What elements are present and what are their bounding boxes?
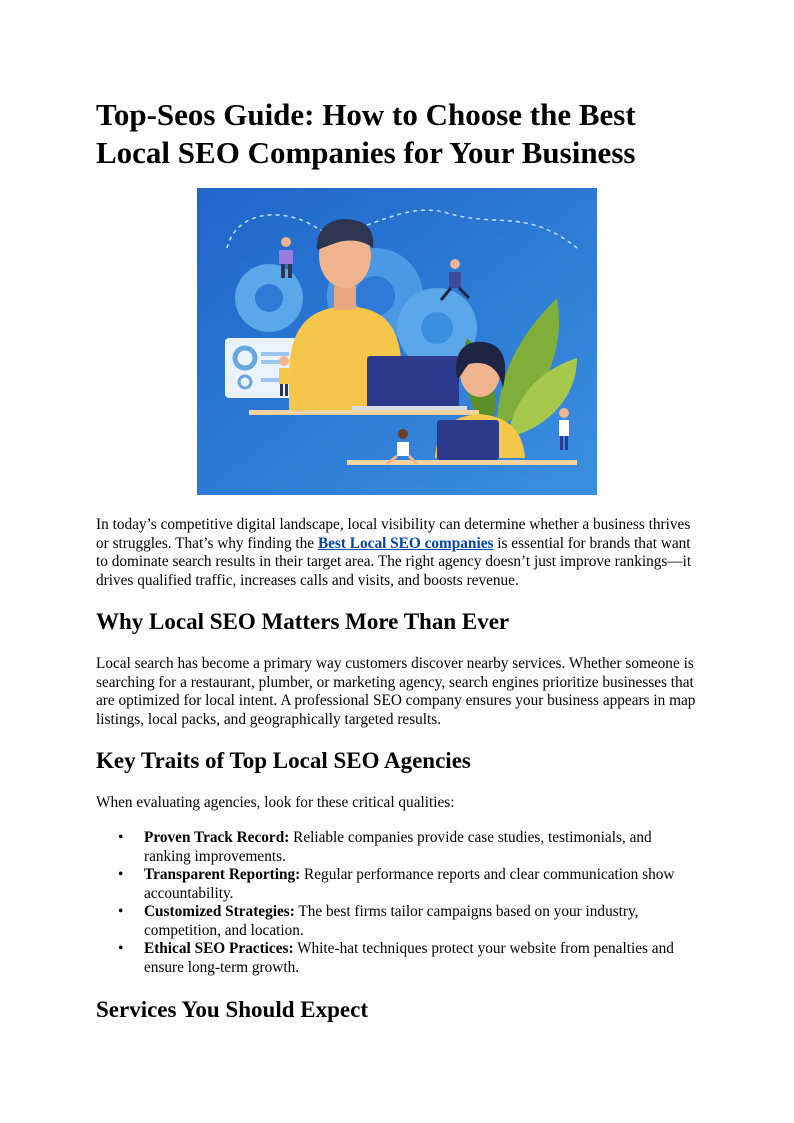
list-item-label: Customized Strategies:: [144, 903, 295, 920]
laptop-screen: [367, 356, 459, 408]
list-item-label: Transparent Reporting:: [144, 866, 301, 883]
list-item-label: Proven Track Record:: [144, 829, 290, 846]
intro-paragraph: [96, 516, 706, 590]
desk-shelf: [347, 460, 577, 465]
page-title: Top-Seos Guide: How to Choose the Best Local SEO Companies for Your Business: [96, 97, 636, 170]
list-item: [96, 866, 696, 903]
section-heading-why-local-seo: Why Local SEO Matters More Than Ever: [96, 609, 510, 634]
list-item-text: Reliable companies provide case studies, testimonials, and ranking improvements.: [144, 829, 652, 865]
list-item-text: Regular performance reports and clear communication show accountability.: [144, 866, 675, 902]
key-traits-list: [96, 829, 696, 977]
list-item: [96, 829, 696, 866]
best-local-seo-link[interactable]: Best Local SEO companies: [317, 534, 494, 552]
list-item-text: White-hat techniques protect your website from penalties and ensure long-term growth.: [144, 940, 674, 976]
section-heading-services: Services You Should Expect: [96, 997, 368, 1022]
list-item: [96, 903, 696, 940]
list-item-label: Ethical SEO Practices:: [144, 940, 294, 957]
hero-illustration: [197, 188, 597, 495]
intro-text-end: is essential for brands that want to dominate search results in their target area. The right agency doesn’t just improve rankings—it drives qualified traffic, increases calls and visits, and boosts revenue.: [96, 534, 692, 589]
list-item: [96, 940, 696, 977]
intro-text-start: In today’s competitive digital landscape, local visibility can determine whether a business thrives or struggles. That’s why finding the: [96, 516, 691, 552]
list-item-text: The best firms tailor campaigns based on your industry, competition, and location.: [144, 903, 639, 939]
desk-shelf: [249, 410, 479, 415]
key-traits-lead: When evaluating agencies, look for these critical qualities:: [96, 794, 455, 811]
section-heading-key-traits: Key Traits of Top Local SEO Agencies: [96, 748, 471, 773]
laptop-screen: [437, 420, 499, 460]
why-local-seo-paragraph: Local search has become a primary way customers discover nearby services. Whether someone is searching for a restaurant, plumber, or marketing agency, search engines prioritize businesses that are optimized for local intent. A professional SEO company ensures your business appears in map listings, local packs, and geographically targeted results.: [96, 655, 696, 728]
